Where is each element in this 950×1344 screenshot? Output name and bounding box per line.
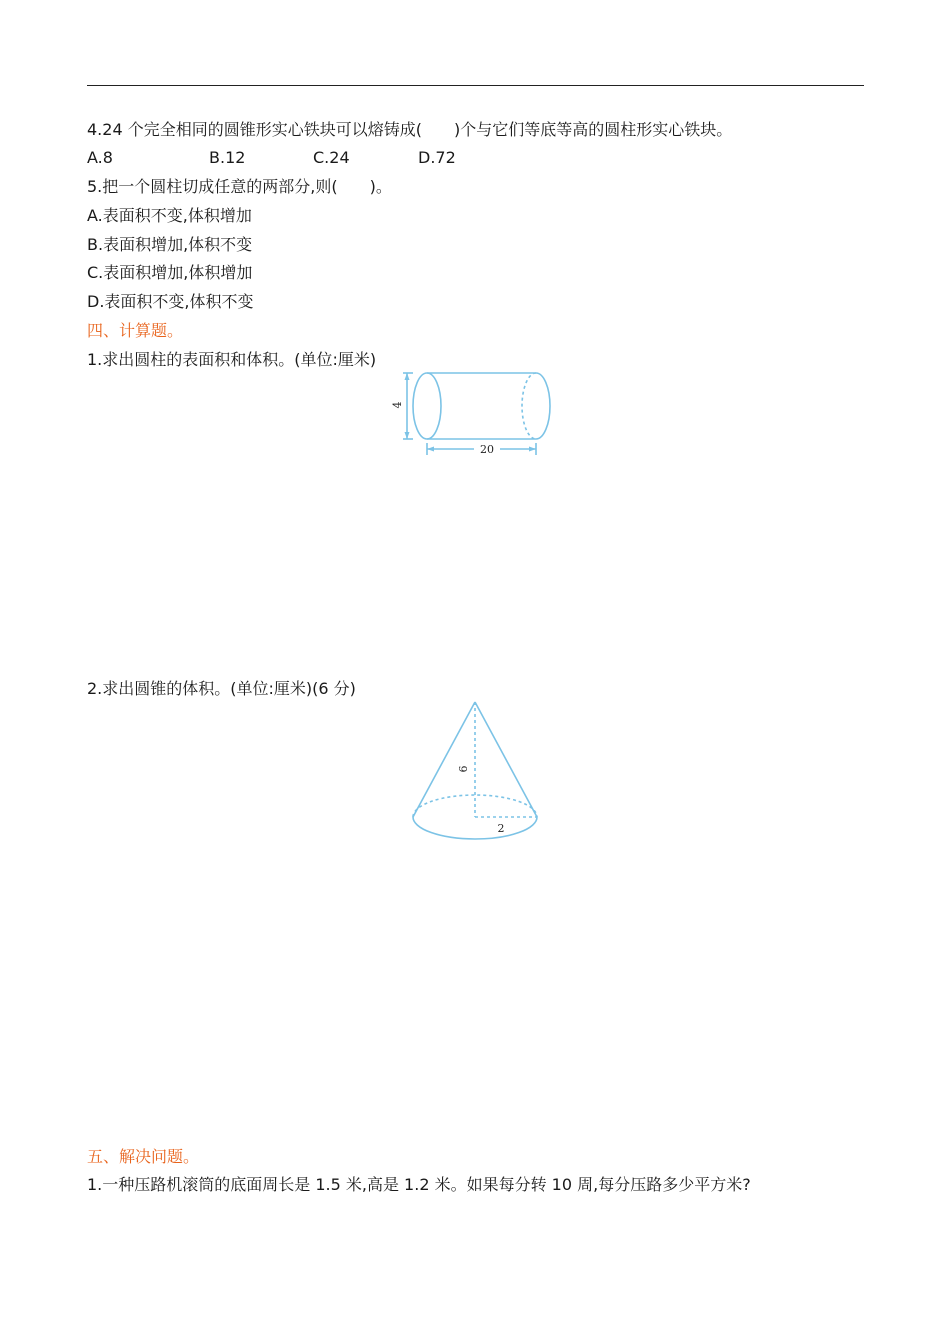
section-5-question-1-text: 1.一种压路机滚筒的底面周长是 1.5 米,高是 1.2 米。如果每分转 10 周,每分压路多少平方米? xyxy=(87,1175,751,1194)
section-5-heading: 五、解决问题。 xyxy=(87,1147,200,1166)
question-5-option-d: D.表面积不变,体积不变 xyxy=(87,292,254,311)
section-4-question-1-text: 1.求出圆柱的表面积和体积。(单位:厘米) xyxy=(87,350,377,369)
question-5-option-a: A.表面积不变,体积增加 xyxy=(87,206,252,225)
cylinder-figure xyxy=(390,365,565,465)
question-4-text: 4.24 个完全相同的圆锥形实心铁块可以熔铸成( )个与它们等底等高的圆柱形实心铁块。 xyxy=(87,120,733,139)
cone-radius-label: 2 xyxy=(497,822,505,835)
cone-figure xyxy=(405,695,545,850)
cylinder-height-label: 4 xyxy=(391,401,404,409)
header-rule xyxy=(87,85,864,86)
question-4-option-a: A.8 xyxy=(87,148,113,167)
question-5-option-c: C.表面积增加,体积增加 xyxy=(87,263,253,282)
question-4-option-b: B.12 xyxy=(209,148,246,167)
cone-height-label: 6 xyxy=(457,765,470,773)
question-4-option-d: D.72 xyxy=(418,148,456,167)
cylinder-length-label: 20 xyxy=(480,443,494,456)
section-4-question-2-text: 2.求出圆锥的体积。(单位:厘米)(6 分) xyxy=(87,679,356,698)
question-5-option-b: B.表面积增加,体积不变 xyxy=(87,235,253,254)
question-5-text: 5.把一个圆柱切成任意的两部分,则( )。 xyxy=(87,177,392,196)
question-4-option-c: C.24 xyxy=(313,148,350,167)
section-4-heading: 四、计算题。 xyxy=(87,321,184,340)
